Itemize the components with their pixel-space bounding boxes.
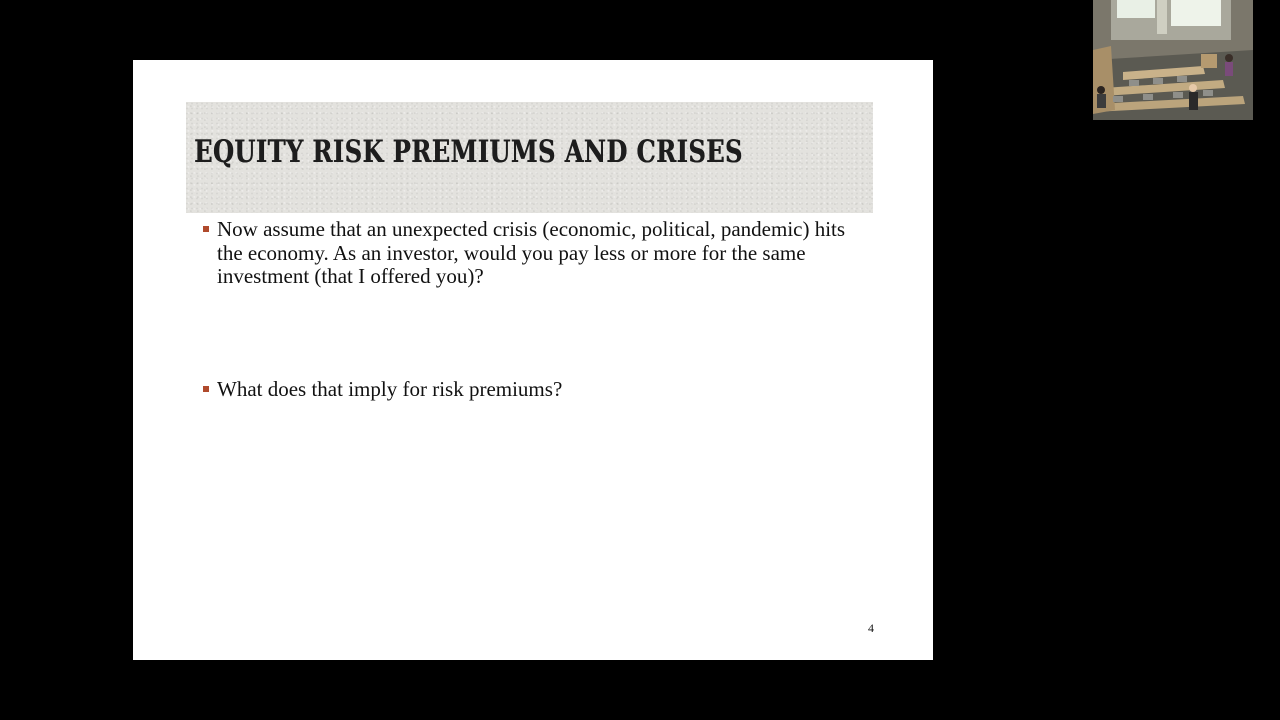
slide-title: EQUITY RISK PREMIUMS AND CRISES [194, 134, 743, 170]
bullet-square-icon [203, 226, 209, 232]
slide [133, 60, 933, 660]
bullet-item [201, 218, 871, 289]
bullet-item [201, 378, 871, 402]
bullet-text: Now assume that an unexpected crisis (economic, political, pandemic) hits the economy. As an investor, would you pay less or more for the same investment (that I offered you)? [217, 217, 846, 288]
lecture-hall-icon [1093, 0, 1253, 120]
slide-page-number: 4 [868, 621, 874, 635]
bullet-square-icon [203, 386, 209, 392]
title-band [186, 102, 873, 213]
bullet-list [201, 218, 871, 401]
webcam-video-feed [1093, 0, 1253, 120]
bullet-text: What does that imply for risk premiums? [217, 376, 563, 401]
